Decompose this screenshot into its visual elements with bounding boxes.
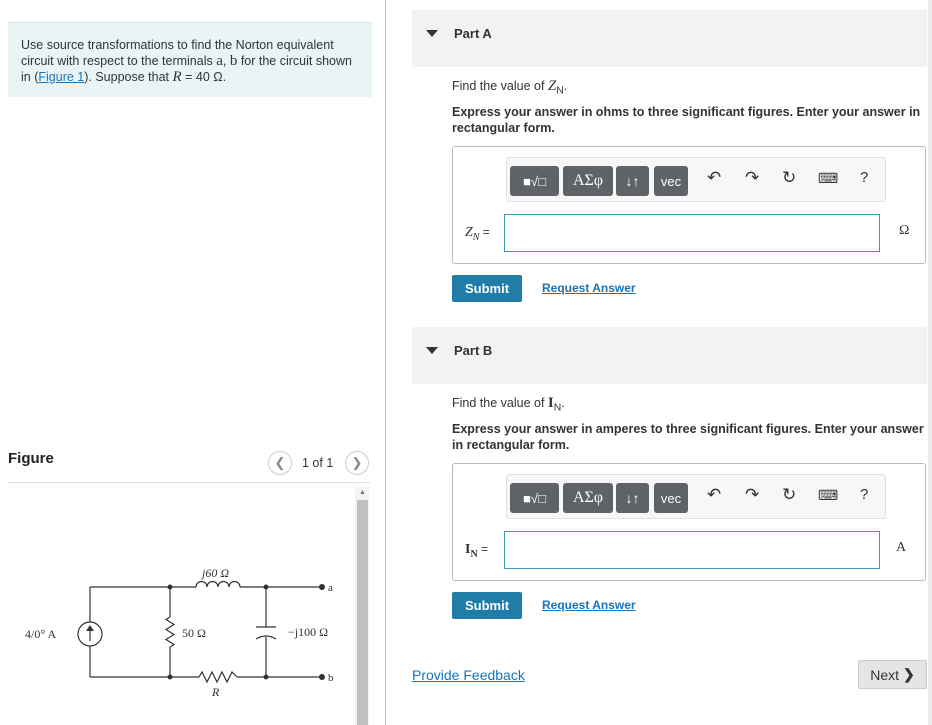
part-b-instruction: Express your answer in amperes to three significant figures. Enter your answer in rectangular form. xyxy=(452,422,924,452)
vec-button[interactable]: vec xyxy=(654,166,688,196)
label-eq: = xyxy=(477,542,489,556)
r-symbol: R xyxy=(172,69,182,85)
keyboard-icon[interactable]: ⌨ xyxy=(818,170,839,186)
terminal-b-label: b xyxy=(328,672,334,684)
resistor-50-label: 50 Ω xyxy=(182,626,206,640)
greek-button[interactable]: ΑΣφ xyxy=(563,166,613,196)
zn-label xyxy=(465,225,490,243)
redo-icon[interactable]: ↷ xyxy=(745,168,760,187)
part-b-title: Part B xyxy=(454,343,493,358)
problem-statement xyxy=(8,22,372,97)
problem-text: Use source transformations to find the Norton equivalent circuit with respect to the terminals xyxy=(21,38,334,68)
figure-page-indicator: 1 of 1 xyxy=(302,456,334,470)
r-value: = 40 Ω. xyxy=(181,70,227,84)
terminal-a: a xyxy=(216,53,223,69)
question-prefix: Find the value of xyxy=(452,79,548,93)
problem-text-3: ). Suppose that xyxy=(84,70,173,84)
question-symbol: I xyxy=(547,395,554,411)
math-toolbar xyxy=(506,157,886,202)
undo-icon[interactable]: ↶ xyxy=(707,485,722,504)
in-input[interactable] xyxy=(504,531,880,569)
math-toolbar xyxy=(506,474,886,519)
question-symbol: Z xyxy=(547,78,557,94)
capacitor-label: −j100 Ω xyxy=(288,625,329,639)
vec-button[interactable]: vec xyxy=(654,483,688,513)
terminal-b-node xyxy=(319,674,325,680)
question-sub: N xyxy=(556,85,564,97)
scroll-up-icon[interactable]: ▲ xyxy=(359,489,366,496)
provide-feedback-link[interactable]: Provide Feedback xyxy=(412,667,525,683)
question-suffix: . xyxy=(563,79,568,93)
resistor-r-label: R xyxy=(212,685,220,699)
terminal-b: b xyxy=(229,53,238,69)
resistor-50 xyxy=(166,617,174,647)
help-button[interactable]: ? xyxy=(860,169,869,186)
part-a-question xyxy=(452,78,567,97)
label-sub: N xyxy=(472,231,480,243)
reset-icon[interactable]: ↻ xyxy=(782,168,797,187)
part-a-answer-box xyxy=(452,146,926,264)
part-b-submit-button[interactable]: Submit xyxy=(452,592,522,619)
ohm-unit: Ω xyxy=(899,223,910,238)
reset-icon[interactable]: ↻ xyxy=(782,485,797,504)
question-prefix: Find the value of xyxy=(452,396,548,410)
terminal-a-node xyxy=(319,584,325,590)
next-button[interactable] xyxy=(858,660,927,689)
templates-button[interactable]: ■√□ xyxy=(510,166,559,196)
label-symbol: Z xyxy=(465,225,473,240)
part-b-question xyxy=(452,395,565,414)
problem-text-2: for the circuit shown in ( xyxy=(21,54,352,84)
question-suffix: . xyxy=(561,396,565,410)
part-a-instruction: Express your answer in ohms to three significant figures. Enter your answer in rectangular form. xyxy=(452,105,921,135)
terminal-a-label: a xyxy=(328,582,333,594)
figure-title: Figure xyxy=(8,450,54,467)
greek-button[interactable]: ΑΣφ xyxy=(563,483,613,513)
part-b-header[interactable] xyxy=(412,327,927,384)
arrows-button[interactable]: ↓↑ xyxy=(616,166,649,196)
problem-comma: , xyxy=(222,54,230,68)
figure-prev-button[interactable] xyxy=(268,451,292,475)
help-button[interactable]: ? xyxy=(860,486,869,503)
in-label xyxy=(465,542,488,560)
zn-input[interactable] xyxy=(504,214,880,252)
ampere-unit: A xyxy=(896,540,907,555)
source-label: 4/0° A xyxy=(25,627,57,641)
part-b-answer-box xyxy=(452,463,926,581)
page-scrollbar[interactable] xyxy=(928,0,932,725)
inductor-label: j60 Ω xyxy=(202,566,230,580)
figure-scrollbar-thumb[interactable] xyxy=(357,500,368,725)
redo-icon[interactable]: ↷ xyxy=(745,485,760,504)
next-label: Next xyxy=(870,666,900,683)
collapse-triangle-icon xyxy=(426,30,438,37)
chevron-right-icon: ❯ xyxy=(351,455,363,470)
part-a-header[interactable] xyxy=(412,10,927,67)
inductor-j60 xyxy=(196,582,240,588)
figure-divider xyxy=(8,482,370,483)
part-a-submit-button[interactable]: Submit xyxy=(452,275,522,302)
part-b-request-answer-link[interactable]: Request Answer xyxy=(542,598,636,612)
figure-link[interactable]: Figure 1 xyxy=(38,70,85,84)
part-a-title: Part A xyxy=(454,26,492,41)
column-divider xyxy=(385,0,386,725)
arrows-button[interactable]: ↓↑ xyxy=(616,483,649,513)
templates-button[interactable]: ■√□ xyxy=(510,483,559,513)
label-eq: = xyxy=(479,225,490,239)
question-sub: N xyxy=(553,402,562,414)
circuit-diagram xyxy=(0,487,352,725)
collapse-triangle-icon xyxy=(426,347,438,354)
undo-icon[interactable]: ↶ xyxy=(707,168,722,187)
figure-next-button[interactable] xyxy=(345,451,369,475)
chevron-left-icon: ❮ xyxy=(274,455,286,470)
label-sub: N xyxy=(470,548,478,560)
resistor-r xyxy=(199,672,237,682)
label-symbol: I xyxy=(465,542,471,557)
keyboard-icon[interactable]: ⌨ xyxy=(818,487,839,503)
chevron-right-icon: ❯ xyxy=(903,666,915,682)
part-a-request-answer-link[interactable]: Request Answer xyxy=(542,281,636,295)
